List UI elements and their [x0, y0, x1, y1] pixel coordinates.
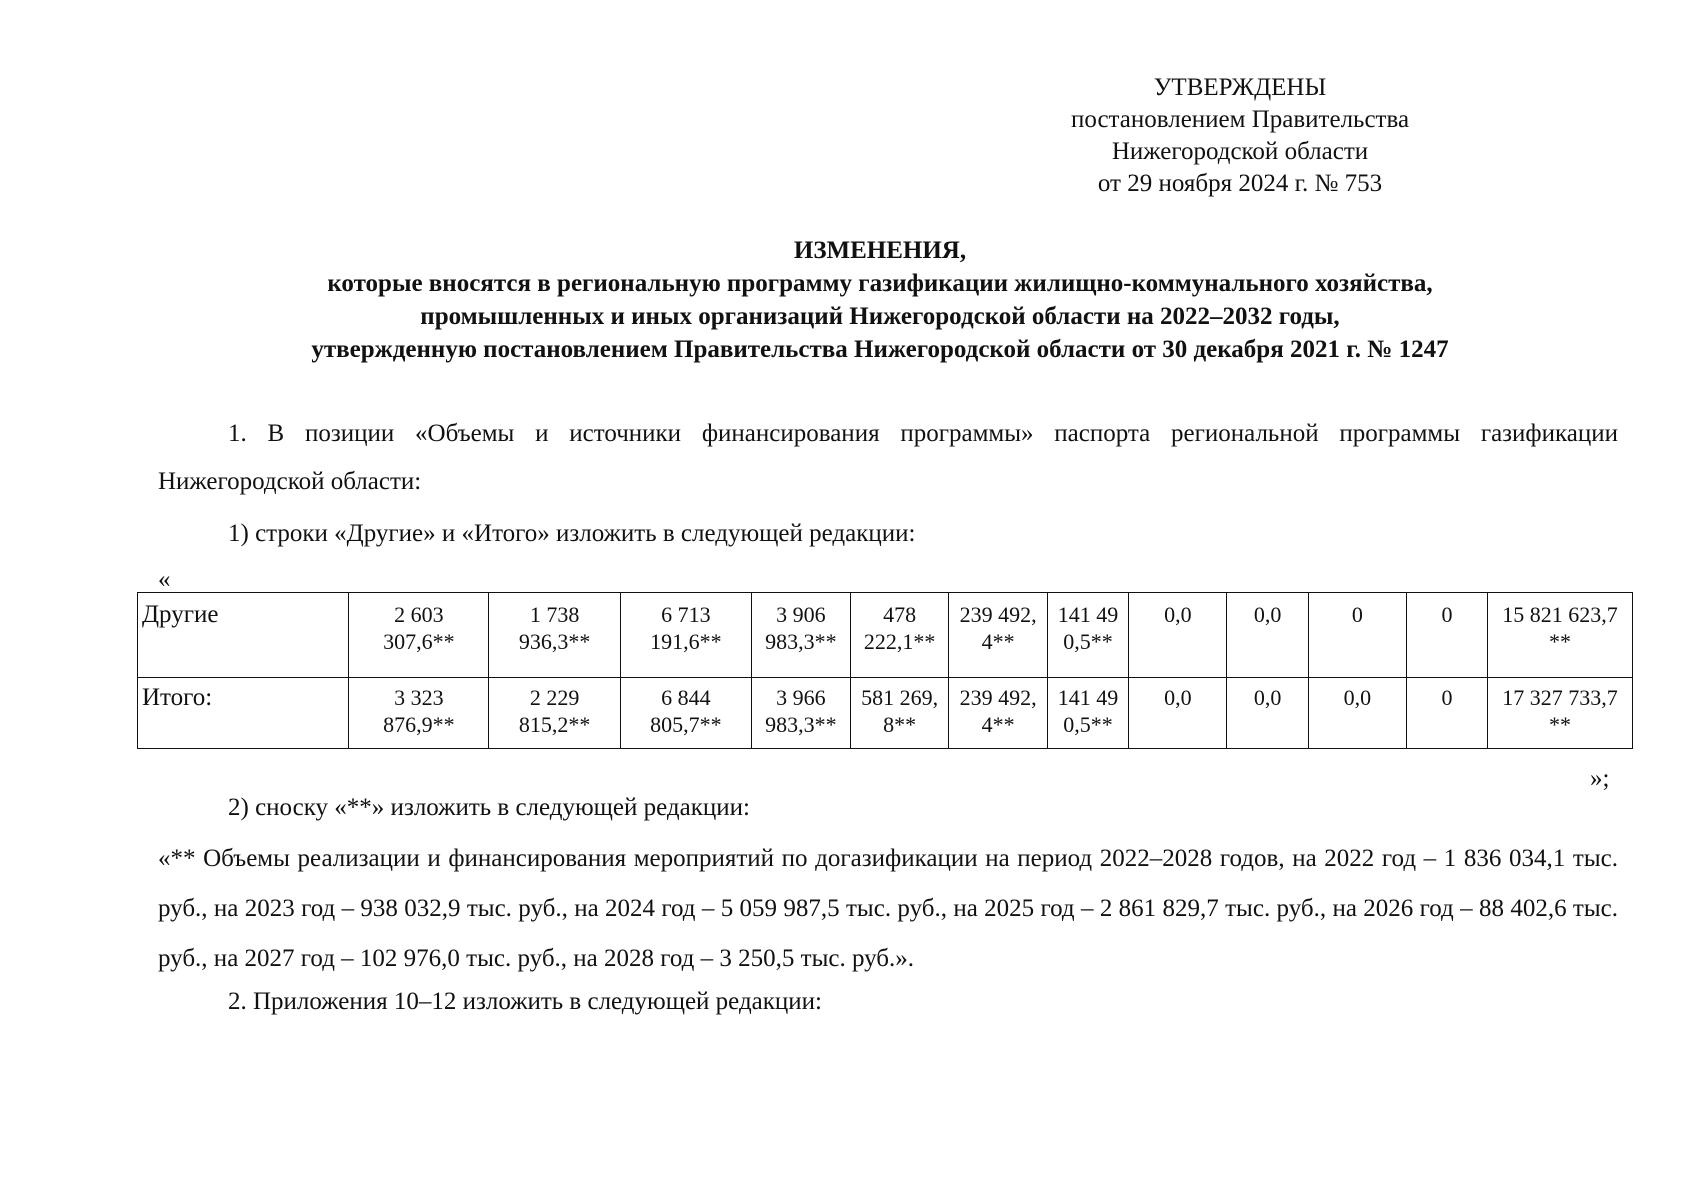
cell-line: 936,3** [518, 629, 591, 654]
cell-line: 239 492, [959, 685, 1037, 710]
cell-line: 3 906 [776, 602, 826, 627]
cell-line: 0,0 [1164, 685, 1192, 710]
cell-line: ** [1549, 629, 1572, 654]
cell-line: 17 327 733,7 [1502, 685, 1618, 710]
table-cell [949, 678, 1047, 749]
cell-line: 239 492, [959, 602, 1037, 627]
title-line-3: промышленных и иных организаций Нижегородской области на 2022–2032 годы, [420, 303, 1340, 330]
cell-line: 581 269, [861, 685, 939, 710]
table-cell [1308, 678, 1406, 749]
cell-line: 876,9** [383, 712, 455, 737]
cell-line: 3 323 [394, 685, 444, 710]
paragraph-1-item-1: 1) строки «Другие» и «Итого» изложить в следующей редакции: [228, 520, 916, 547]
cell-line: 6 844 [661, 685, 711, 710]
approval-stamp [1040, 72, 1440, 200]
table-row [138, 678, 1633, 749]
table-cell [752, 593, 851, 678]
cell-line: 983,3** [765, 629, 837, 654]
closing-quote: »; [1590, 765, 1610, 792]
cell-line: 0 [1351, 602, 1363, 627]
cell-line: 0,0 [1343, 685, 1372, 710]
table-cell [1227, 593, 1308, 678]
table-cell [349, 593, 489, 678]
cell-line: 0,0 [1253, 602, 1282, 627]
cell-line: 8** [883, 712, 917, 737]
financing-table [137, 592, 1633, 749]
cell-line: 3 966 [776, 685, 826, 710]
table-cell [1406, 678, 1487, 749]
table-cell [1406, 593, 1487, 678]
table-cell [1047, 678, 1129, 749]
cell-line: 141 49 [1057, 685, 1119, 710]
cell-line: 6 713 [661, 602, 711, 627]
table-cell [1488, 593, 1633, 678]
approval-line-date: от 29 ноября 2024 г. № 753 [1097, 170, 1383, 197]
cell-line: 1 738 [529, 602, 580, 627]
table-cell [1308, 593, 1406, 678]
table-cell [850, 678, 949, 749]
table-cell [349, 678, 489, 749]
cell-line: 4** [981, 629, 1015, 654]
cell-line: 2 229 [529, 685, 580, 710]
paragraph-1-item-2: 2) сноску «**» изложить в следующей редакции: [228, 794, 750, 821]
cell-line: 15 821 623,7 [1502, 602, 1618, 627]
cell-line: 0,5** [1063, 712, 1113, 737]
cell-line: ** [1549, 712, 1572, 737]
table-cell [850, 593, 949, 678]
table-cell [620, 678, 751, 749]
title-line-2: которые вносятся в региональную программу газификации жилищно-коммунального хозяйства, [327, 270, 1433, 297]
cell-line: 2 603 [394, 602, 444, 627]
cell-line: 222,1** [863, 629, 936, 654]
table-cell [1227, 678, 1308, 749]
document-title [160, 234, 1600, 366]
cell-line: 0,5** [1063, 629, 1113, 654]
cell-line: 141 49 [1057, 602, 1119, 627]
table-cell [1488, 678, 1633, 749]
table-cell [489, 593, 620, 678]
row-label: Итого: [138, 678, 349, 749]
table-cell [489, 678, 620, 749]
cell-line: 307,6** [383, 629, 455, 654]
table-cell [620, 593, 751, 678]
footnote-text: «** Объемы реализации и финансирования мероприятий по догазификации на период 2022–2028 годов, на 2022 год – 1 836 034,1 тыс. руб., на 2023 год – 938 032,9 тыс. руб., на 2024 год – 5 059 987,5 тыс. руб., на 2025 год – 2 861 829,7 тыс. руб., на 2026 год – 88 402,6 тыс. руб., на 2027 год – 102 976,0 тыс. руб., на 2028 год – 3 250,5 тыс. руб.». [158, 845, 1618, 972]
table-cell [1047, 593, 1129, 678]
cell-line: 0,0 [1253, 685, 1282, 710]
row-label: Другие [138, 593, 349, 678]
cell-line: 0 [1441, 685, 1453, 710]
cell-line: 478 [883, 602, 917, 627]
approval-line-region: Нижегородской области [1111, 138, 1369, 165]
table-cell [1129, 678, 1227, 749]
title-heading: ИЗМЕНЕНИЯ, [793, 237, 967, 264]
opening-quote: « [158, 566, 171, 593]
cell-line: 983,3** [765, 712, 837, 737]
cell-line: 815,2** [518, 712, 591, 737]
cell-line: 805,7** [650, 712, 722, 737]
title-line-4: утвержденную постановлением Правительства Нижегородской области от 30 декабря 2021 г. № 1247 [311, 336, 1449, 363]
paragraph-1: 1. В позиции «Объемы и источники финансирования программы» паспорта региональной программы газификации Нижегородской области: [158, 420, 1618, 495]
approval-heading: УТВЕРЖДЕНЫ [1153, 74, 1327, 101]
cell-line: 0 [1441, 602, 1453, 627]
paragraph-2: 2. Приложения 10–12 изложить в следующей редакции: [228, 988, 822, 1015]
cell-line: 0,0 [1164, 602, 1192, 627]
cell-line: 191,6** [650, 629, 722, 654]
approval-line-resolution: постановлением Правительства [1070, 106, 1410, 133]
cell-line: 4** [981, 712, 1015, 737]
table-cell [949, 593, 1047, 678]
table-cell [1129, 593, 1227, 678]
table-cell [752, 678, 851, 749]
table-row [138, 593, 1633, 678]
